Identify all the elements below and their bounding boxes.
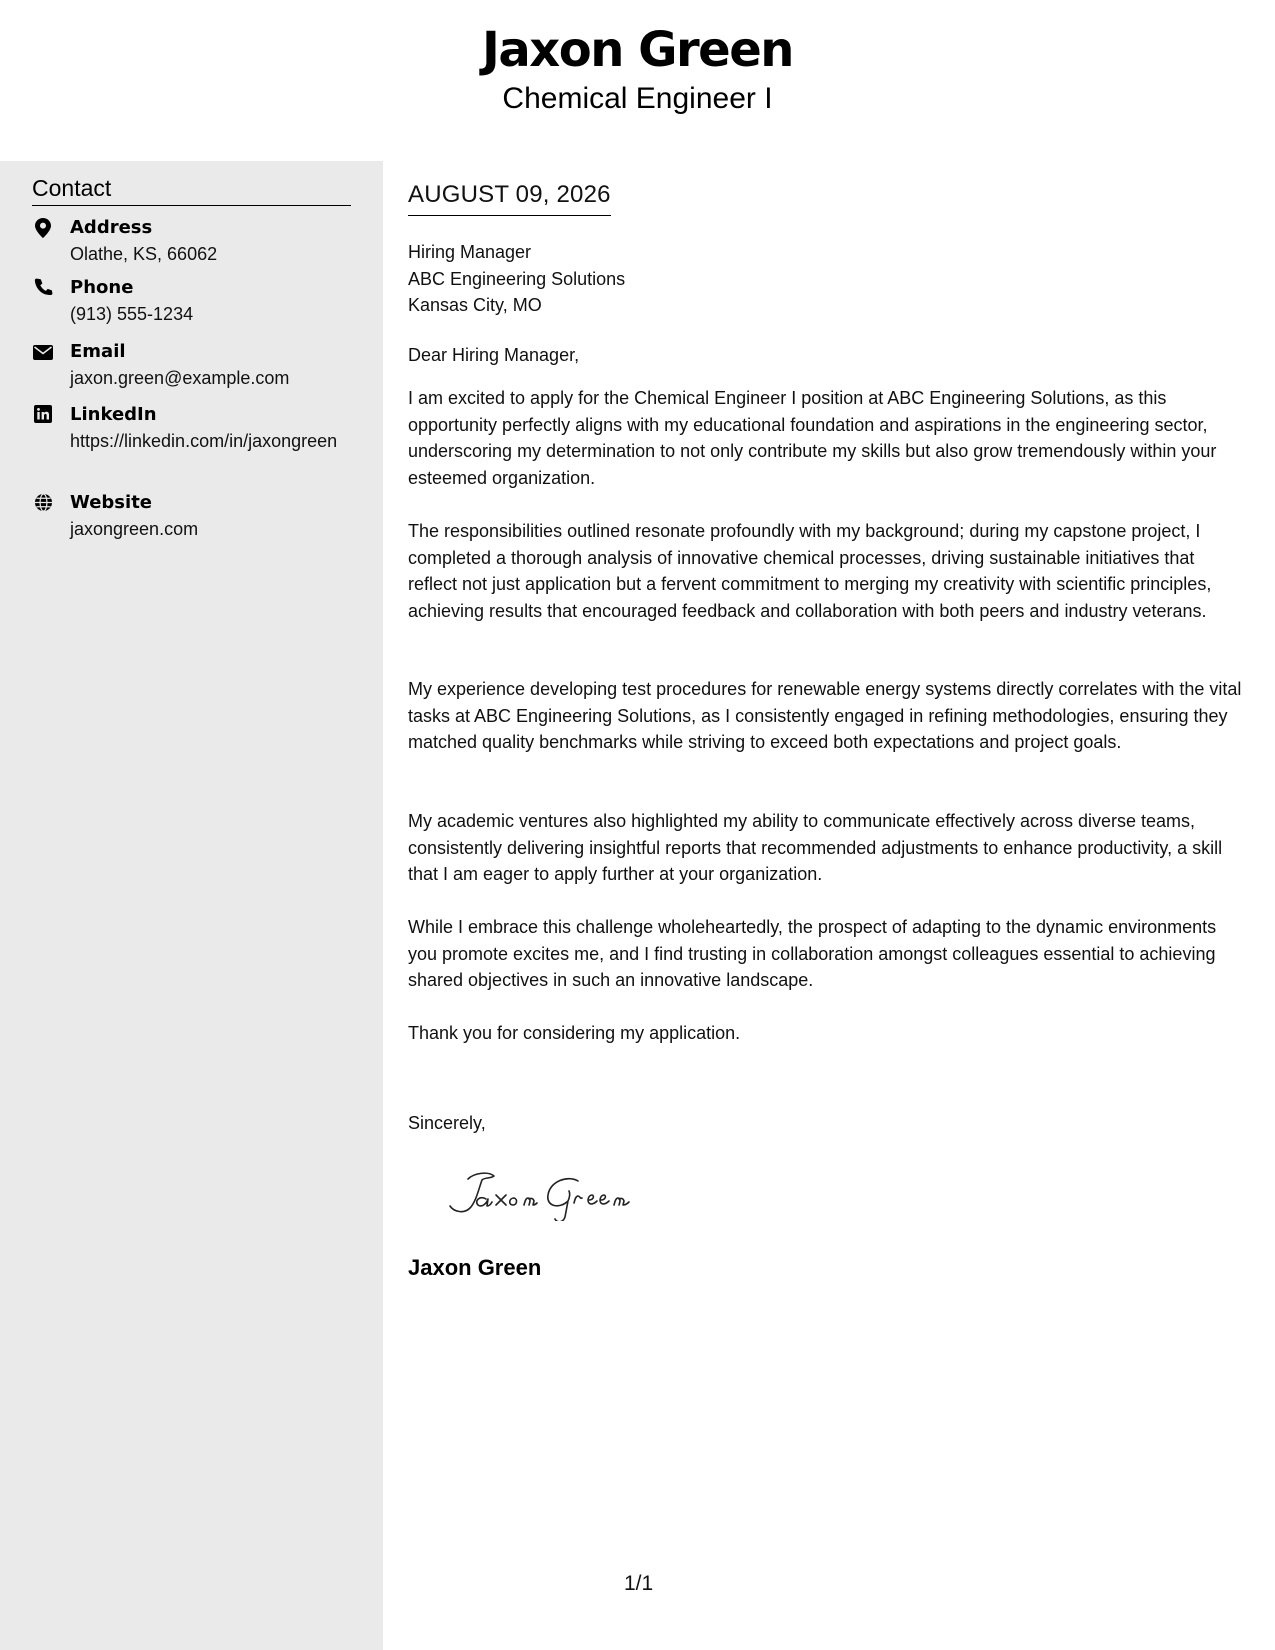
contact-value-website: jaxongreen.com [70,519,199,539]
letter-paragraph: My academic ventures also highlighted my ability to communicate effectively across diverse teams, consistently delivering insightful reports that recommended adjustments to enhance productivity, a skill that I am eager to apply further at your organization. [408,811,1223,884]
recipient-line: Hiring Manager [408,242,532,262]
letter-paragraph: Thank you for considering my application. [408,1023,741,1043]
contact-label: Address [70,217,153,238]
salutation: Dear Hiring Manager, [408,345,580,365]
recipient-block [408,239,625,319]
phone-icon [32,278,54,300]
applicant-job-title: Chemical Engineer I [502,82,773,115]
contact-label: Email [70,341,126,362]
recipient-line: Kansas City, MO [408,295,542,315]
contact-value-phone: (913) 555-1234 [70,304,194,324]
closing: Sincerely, [408,1113,486,1133]
letter-date: AUGUST 09, 2026 [408,181,611,216]
contact-label: LinkedIn [70,404,157,425]
contact-label: Website [70,492,153,513]
contact-value-address: Olathe, KS, 66062 [70,244,218,264]
contact-label: Phone [70,277,134,298]
letter-paragraph: My experience developing test procedures for renewable energy systems directly correlates with the vital tasks at ABC Engineering Solutions, as I consistently engaged in refining methodologies, ensuring they matched quality benchmarks while striving to exceed both expectations and project goals. [408,679,1242,752]
envelope-icon [32,342,54,364]
recipient-line: ABC Engineering Solutions [408,268,626,289]
letter-paragraph: While I embrace this challenge wholeheartedly, the prospect of adapting to the dynamic environments you promote excites me, and I find trusting in collaboration amongst colleagues essential to achieving shared objectives in such an innovative landscape. [408,917,1217,990]
linkedin-icon [32,405,54,427]
map-pin-icon [32,218,54,240]
letter-paragraph: The responsibilities outlined resonate profoundly with my background; during my capstone project, I completed a thorough analysis of innovative chemical processes, driving sustainable initiatives that reflect not just application but a fervent commitment to merging my creativity with scientific principles, achieving results that encouraged feedback and collaboration with both peers and industry veterans. [408,521,1212,621]
letter-header [0,0,1275,161]
contact-value-linkedin: https://linkedin.com/in/jaxongreen [70,431,338,451]
page-number: 1/1 [624,1572,654,1595]
contact-value-email: jaxon.green@example.com [70,368,290,388]
signed-name: Jaxon Green [408,1255,542,1280]
handwritten-signature [438,1161,658,1221]
letter-paragraph: I am excited to apply for the Chemical Engineer I position at ABC Engineering Solutions, as this opportunity perfectly aligns with my educational foundation and aspirations in the engineering sector, underscoring my determination to not only contribute my skills but also grow tremendously within your esteemed organization. [408,388,1217,488]
globe-icon [32,493,54,515]
applicant-name: Jaxon Green [482,22,793,78]
contact-sidebar [0,161,383,1650]
contact-heading: Contact [32,175,351,206]
